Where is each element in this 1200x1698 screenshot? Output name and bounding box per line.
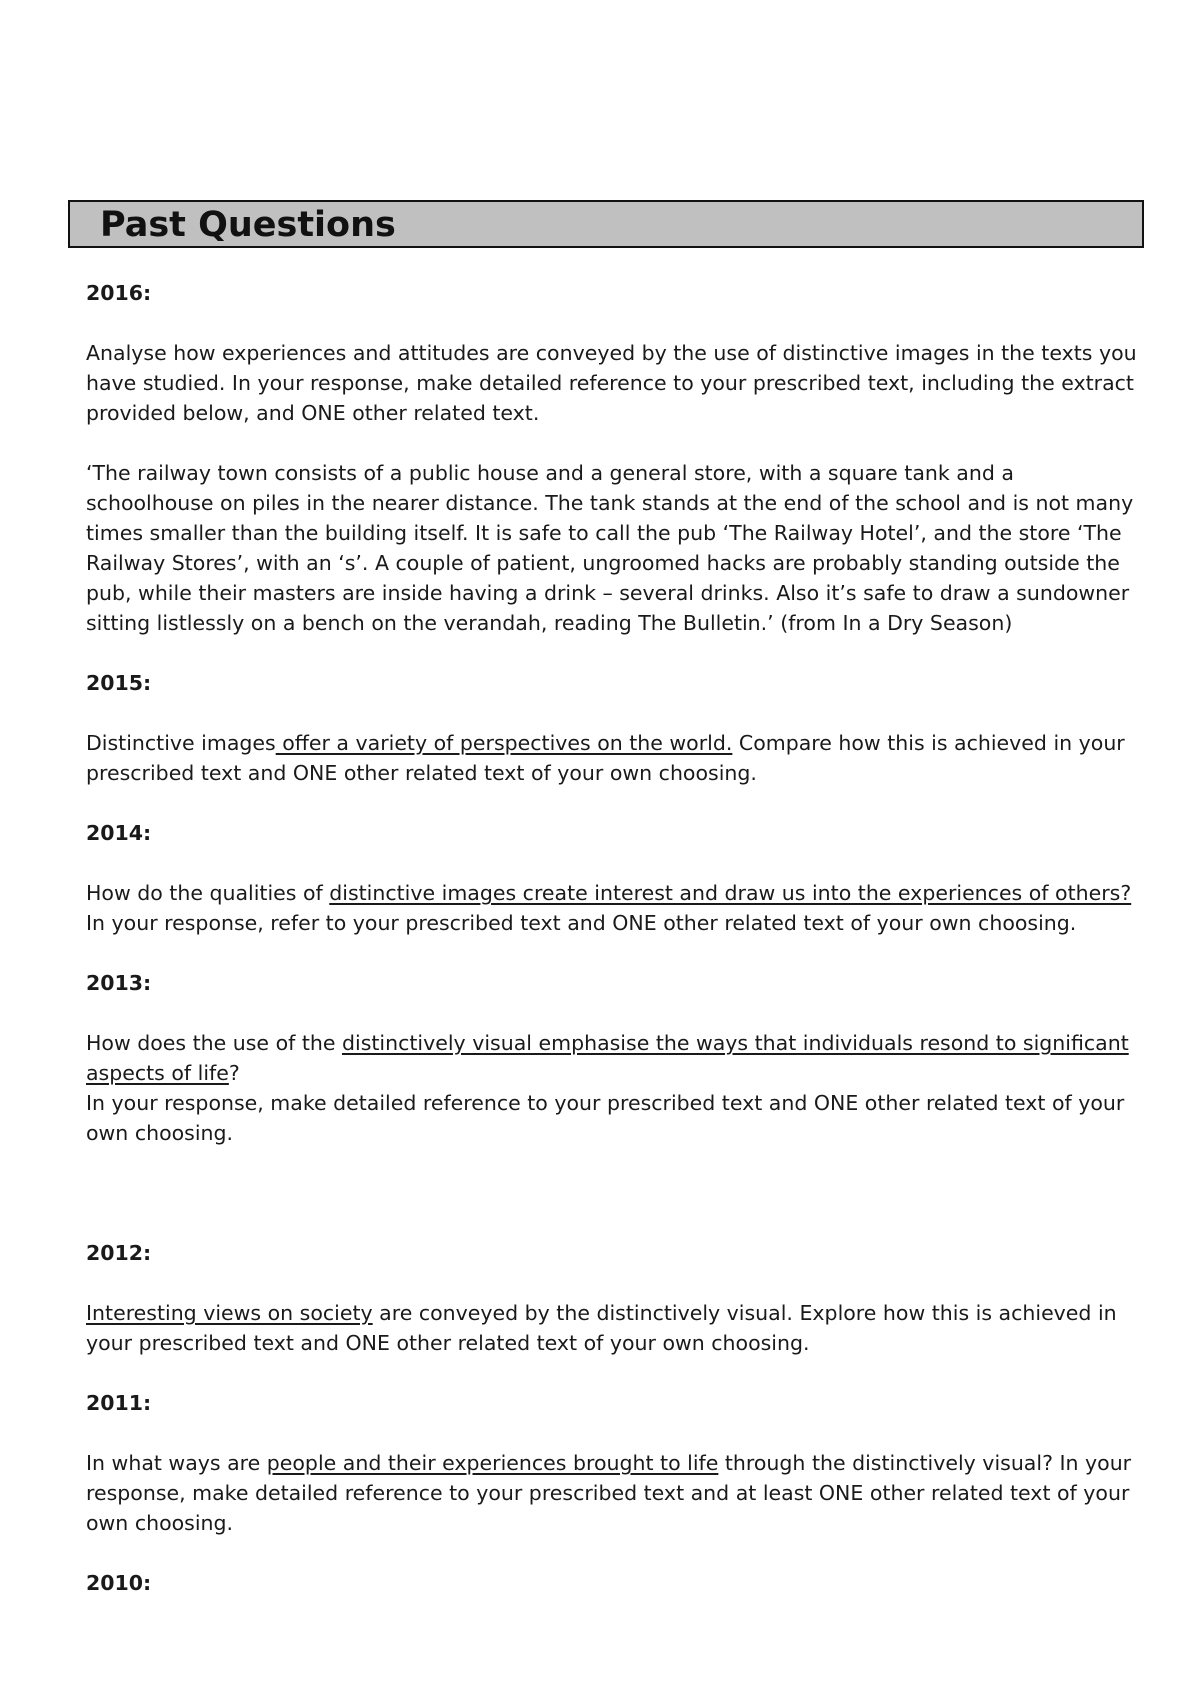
question-2014-post: In your response, refer to your prescribed text and ONE other related text of your own choosing.	[86, 911, 1077, 935]
question-2011	[86, 1448, 1146, 1538]
question-2013-underlined: distinctively visual emphasise the ways that individuals resond to significant aspects of life	[86, 1031, 1129, 1085]
question-2013-line2: In your response, make detailed reference to your prescribed text and ONE other related text of your own choosing.	[86, 1091, 1125, 1145]
extract-2016: ‘The railway town consists of a public house and a general store, with a square tank and a schoolhouse on piles in the nearer distance. The tank stands at the end of the school and is not many times smaller than the building itself. It is safe to call the pub ‘The Railway Hotel’, and the store ‘The Railway Stores’, with an ‘s’. A couple of patient, ungroomed hacks are probably standing outside the pub, while their masters are inside having a drink – several drinks. Also it’s safe to draw a sundowner sitting listlessly on a bench on the verandah, reading The Bulletin.’ (from In a Dry Season)	[86, 461, 1134, 635]
question-2015-post: Compare how this is achieved in your prescribed text and ONE other related text of your own choosing.	[86, 731, 1125, 785]
question-2015-underlined: offer a variety of perspectives on the world.	[275, 731, 733, 755]
year-heading-2014: 2014:	[86, 821, 152, 845]
section-title-box	[68, 200, 1144, 248]
question-2013-pre: How does the use of the	[86, 1031, 342, 1055]
question-2013-post: ?	[228, 1061, 240, 1085]
question-2015-pre: Distinctive images	[86, 731, 276, 755]
page-title: Past Questions	[100, 205, 396, 245]
question-2013	[86, 1028, 1146, 1088]
question-2015	[86, 728, 1146, 788]
question-2012-underlined: Interesting views on society	[86, 1301, 373, 1325]
question-2011-pre: In what ways are	[86, 1451, 267, 1475]
question-2014	[86, 878, 1146, 938]
year-heading-2015: 2015:	[86, 671, 152, 695]
year-heading-2011: 2011:	[86, 1391, 152, 1415]
year-heading-2013: 2013:	[86, 971, 152, 995]
question-2016: Analyse how experiences and attitudes are conveyed by the use of distinctive images in the texts you have studied. In your response, make detailed reference to your prescribed text, including the extract provided below, and ONE other related text.	[86, 341, 1137, 425]
questions-list	[86, 278, 1146, 1598]
question-2011-post: through the distinctively visual? In your response, make detailed reference to your prescribed text and at least ONE other related text of your own choosing.	[86, 1451, 1132, 1535]
year-heading-2010: 2010:	[86, 1571, 152, 1595]
question-2014-underlined: distinctive images create interest and draw us into the experiences of others?	[329, 881, 1132, 905]
year-heading-2016: 2016:	[86, 281, 152, 305]
question-2012-post: are conveyed by the distinctively visual. Explore how this is achieved in your prescribed text and ONE other related text of your own choosing.	[86, 1301, 1117, 1355]
year-heading-2012: 2012:	[86, 1241, 152, 1265]
question-2012	[86, 1298, 1146, 1358]
question-2011-underlined: people and their experiences brought to life	[266, 1451, 719, 1475]
question-2014-pre: How do the qualities of	[86, 881, 330, 905]
